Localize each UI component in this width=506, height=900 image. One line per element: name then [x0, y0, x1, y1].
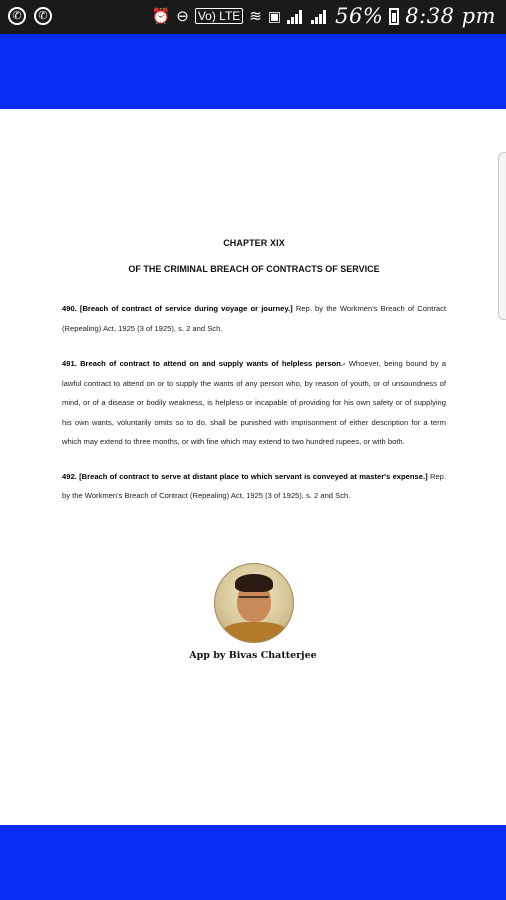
avatar-body-shape	[221, 622, 289, 643]
status-bar-right	[152, 4, 496, 28]
author-avatar	[214, 563, 294, 643]
top-toolbar	[0, 34, 506, 109]
section-492-heading: 492. [Breach of contract to serve at distant place to which servant is conveyed at master's expense.]	[62, 471, 428, 481]
status-bar-left-icons	[8, 7, 52, 25]
volte-badge: Vo) LTE	[195, 8, 243, 24]
battery-icon	[389, 8, 399, 25]
do-not-disturb-icon: ⊖	[176, 8, 189, 25]
battery-percent: 56%	[335, 4, 384, 28]
page-scroll-handle[interactable]	[498, 152, 506, 320]
section-491-body: Whoever, being bound by a lawful contract to attend on or to supply the wants of any person who, by reason of youth, or of unsoundness of mind, or of a disease or bodily weakness, is helpless or incapable of providing for his own safety or of supplying his own wants, voluntarily omits so to do, shall be punished with imprisonment of either description for a term which may extend to three months, or with fine which may extend to two hundred rupees, or with both.	[62, 359, 446, 446]
phone-call-icon: ✆	[34, 7, 52, 25]
document-page	[62, 238, 446, 506]
sim-icon: ▣	[267, 7, 282, 24]
section-492	[62, 467, 446, 506]
chapter-number: CHAPTER XIX	[223, 238, 285, 248]
avatar-hair-shape	[235, 574, 273, 592]
app-credit: App by Bivas Chatterjee	[189, 650, 317, 661]
status-bar	[0, 0, 506, 34]
section-490	[62, 299, 446, 338]
section-490-heading: 490. [Breach of contract of service during voyage or journey.]	[62, 304, 293, 313]
chapter-title: OF THE CRIMINAL BREACH OF CONTRACTS OF SERVICE	[128, 264, 380, 274]
clock: 8:38 pm	[405, 4, 496, 28]
signal-icon-2	[311, 8, 329, 24]
whatsapp-icon: ✆	[8, 7, 26, 25]
section-490-body: Rep. by the Workmen's Breach of Contract (Repealing) Act, 1925 (3 of 1925), s. 2 and Sch.	[62, 304, 447, 333]
bottom-toolbar	[0, 825, 506, 900]
alarm-icon: ⏰	[151, 8, 171, 25]
avatar-glasses-shape	[239, 596, 269, 604]
section-492-body: Rep. by the Workmen's Breach of Contract (Repealing) Act, 1925 (3 of 1925), s. 2 and Sch.	[62, 471, 446, 500]
section-491	[62, 354, 446, 452]
wifi-icon: ≋	[249, 8, 262, 25]
section-491-heading: 491. Breach of contract to attend on and supply wants of helpless person.-	[62, 359, 346, 368]
signal-icon-1	[287, 8, 305, 24]
